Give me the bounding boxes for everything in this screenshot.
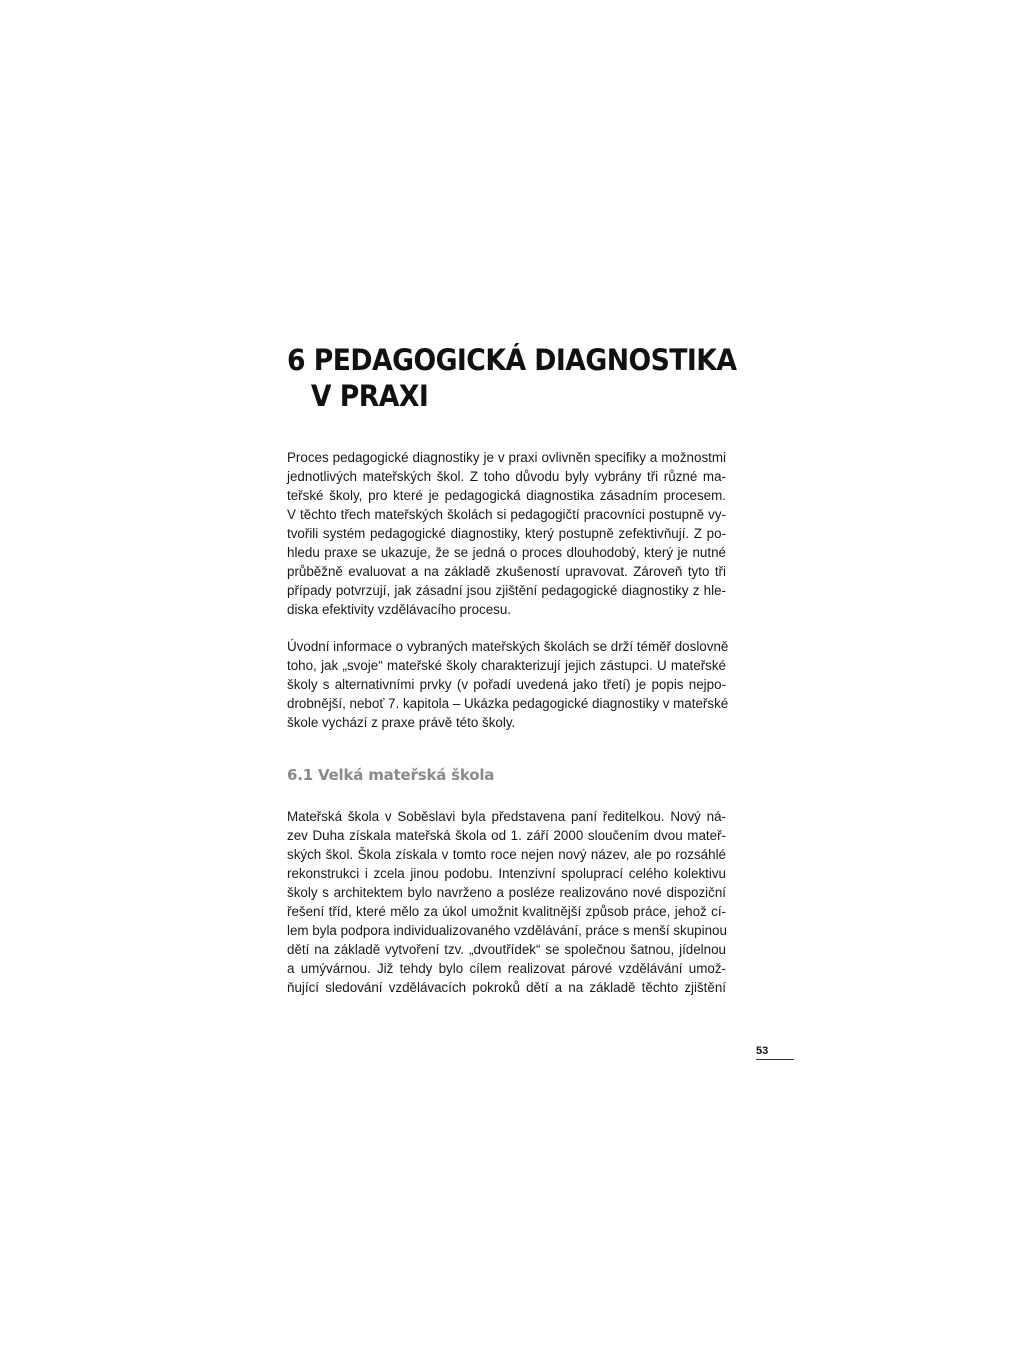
paragraph-line: škole vychází z praxe právě této školy. — [287, 715, 516, 730]
section-paragraph — [287, 807, 726, 997]
paragraph-line: školy s architektem bylo navrženo a posléze realizováno nové dispoziční — [287, 885, 726, 900]
paragraph-line: a umývárnou. Již tehdy bylo cílem realizovat párové vzdělávání umož- — [287, 961, 726, 976]
paragraph-line: rekonstrukci i zcela jinou podobu. Intenzivní spoluprací celého kolektivu — [287, 866, 726, 881]
paragraph-line: Proces pedagogické diagnostiky je v praxi ovlivněn specifiky a možnostmi — [287, 450, 726, 465]
page-number: 53 — [756, 1045, 769, 1057]
paragraph-line: V těchto třech mateřských školách si pedagogičtí pracovníci postupně vy- — [287, 507, 726, 522]
paragraph-line: případy potvrzují, jak zásadní jsou zjištění pedagogické diagnostiky z hle- — [287, 583, 726, 598]
paragraph-line: jednotlivých mateřských škol. Z toho důvodu byly vybrány tři různé ma- — [287, 469, 726, 484]
paragraph-line: tvořili systém pedagogické diagnostiky, který postupně zefektivňují. Z po- — [287, 526, 726, 541]
paragraph-line: Úvodní informace o vybraných mateřských školách se drží téměř doslovně — [287, 639, 729, 654]
paragraph-line: Mateřská škola v Soběslavi byla představena paní ředitelkou. Nový ná- — [287, 809, 726, 824]
paragraph-line: toho, jak „svoje“ mateřské školy charakterizují jejich zástupci. U mateřské — [287, 658, 726, 673]
chapter-title-line-2: V PRAXI — [310, 379, 429, 413]
paragraph-line: školy s alternativními prvky (v pořadí uvedená jako třetí) je popis nejpo- — [287, 677, 726, 692]
paragraph-line: řešení tříd, které mělo za úkol umožnit kvalitnější způsob práce, jehož cí- — [287, 904, 726, 919]
chapter-title — [287, 342, 737, 414]
intro-paragraph — [287, 448, 726, 619]
paragraph-line: drobnější, neboť 7. kapitola – Ukázka pedagogické diagnostiky v mateřské — [287, 696, 729, 711]
paragraph-line: hledu praxe se ukazuje, že se jedná o proces dlouhodobý, který je nutné — [287, 545, 726, 560]
paragraph-line: diska efektivity vzdělávacího procesu. — [287, 602, 512, 617]
paragraph-line: ňující sledování vzdělávacích pokroků dětí a na základě těchto zjištění — [287, 980, 726, 995]
section-heading: 6.1 Velká mateřská škola — [287, 766, 495, 784]
paragraph-line: průběžně evaluovat a na základě zkušeností upravovat. Zároveň tyto tři — [287, 564, 726, 579]
paragraph-line: lem byla podpora individualizovaného vzdělávání, práce s menší skupinou — [287, 923, 727, 938]
schools-info-paragraph — [287, 637, 729, 732]
paragraph-line: zev Duha získala mateřská škola od 1. září 2000 sloučením dvou mateř- — [287, 828, 726, 843]
paragraph-line: teřské školy, pro které je pedagogická diagnostika zásadním procesem. — [287, 488, 726, 503]
page-number-rule — [756, 1059, 794, 1060]
chapter-title-line-1: 6 PEDAGOGICKÁ DIAGNOSTIKA — [287, 343, 737, 377]
paragraph-line: dětí na základě vytvoření tzv. „dvoutřídek“ se společnou šatnou, jídelnou — [287, 942, 726, 957]
paragraph-line: ských škol. Škola získala v tomto roce nejen nový název, ale po rozsáhlé — [287, 847, 726, 862]
